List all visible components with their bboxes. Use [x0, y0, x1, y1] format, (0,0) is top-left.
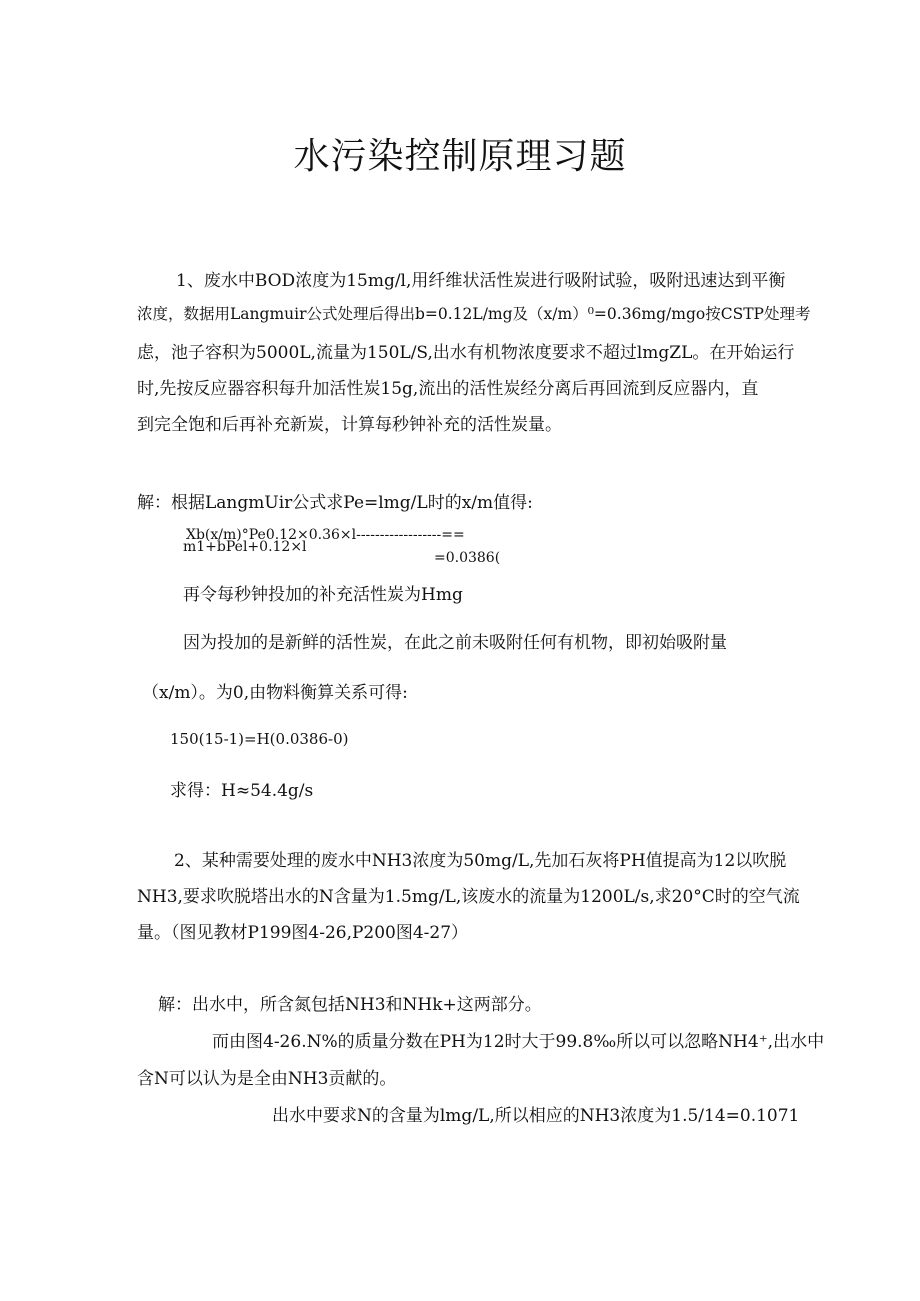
problem1-line-2: 浓度，数据用Langmuir公式处理后得出b=0.12L/mg及（x/m）⁰=0.36mg/mgo按CSTP处理考	[137, 305, 811, 323]
page-title: 水污染控制原理习题	[293, 136, 627, 177]
solution1-because-line: 因为投加的是新鲜的活性炭，在此之前未吸附任何有机物，即初始吸附量	[183, 633, 727, 653]
problem1-line-1: 1、废水中BOD浓度为15mg/l,用纤维状活性炭进行吸附试验，吸附迅速达到平衡	[176, 271, 786, 291]
solution2-line-2: 而由图4-26.N%的质量分数在PH为12时大于99.8‰所以可以忽略NH4⁺,出水中	[212, 1032, 825, 1052]
solution1-equation: 150(15-1)=H(0.0386-0)	[170, 730, 349, 748]
solution2-line-3: 含N可以认为是全由NH3贡献的。	[137, 1069, 397, 1089]
solution1-formula-top: Xb(x/m)°Pe0.12×0.36×l------------------==	[186, 527, 465, 543]
solution1-formula-bottom: m1+bPel+0.12×l	[183, 539, 307, 555]
solution1-let-line: 再令每秒钟投加的补充活性炭为Hmg	[183, 585, 463, 605]
problem2-line-1: 2、某种需要处理的废水中NH3浓度为50mg/L,先加石灰将PH值提高为12以吹脱	[174, 851, 787, 871]
problem1-line-5: 到完全饱和后再补充新炭，计算每秒钟补充的活性炭量。	[137, 415, 562, 435]
solution1-xm-line: （x/m）。为0,由物料衡算关系可得:	[142, 683, 408, 703]
problem1-line-4: 时,先按反应器容积每升加活性炭15g,流出的活性炭经分离后再回流到反应器内，直	[137, 379, 759, 399]
solution1-result: 求得：H≈54.4g/s	[170, 781, 314, 801]
solution2-line-4: 出水中要求N的含量为lmg/L,所以相应的NH3浓度为1.5/14=0.1071	[272, 1106, 800, 1126]
solution1-intro: 解：根据LangmUir公式求Pe=lmg/L时的x/m值得:	[137, 493, 533, 513]
problem2-line-3: 量。（图见教材P199图4-26,P200图4-27）	[137, 923, 469, 943]
problem2-line-2: NH3,要求吹脱塔出水的N含量为1.5mg/L,该废水的流量为1200L/s,求20°C时的空气流	[137, 887, 800, 907]
solution1-formula-result: =0.0386(	[434, 550, 501, 566]
problem1-line-3: 虑，池子容积为5000L,流量为150L/S,出水有机物浓度要求不超过lmgZL。在开始运行	[137, 343, 795, 363]
solution2-line-1: 解：出水中，所含氮包括NH3和NHk+这两部分。	[158, 995, 542, 1015]
